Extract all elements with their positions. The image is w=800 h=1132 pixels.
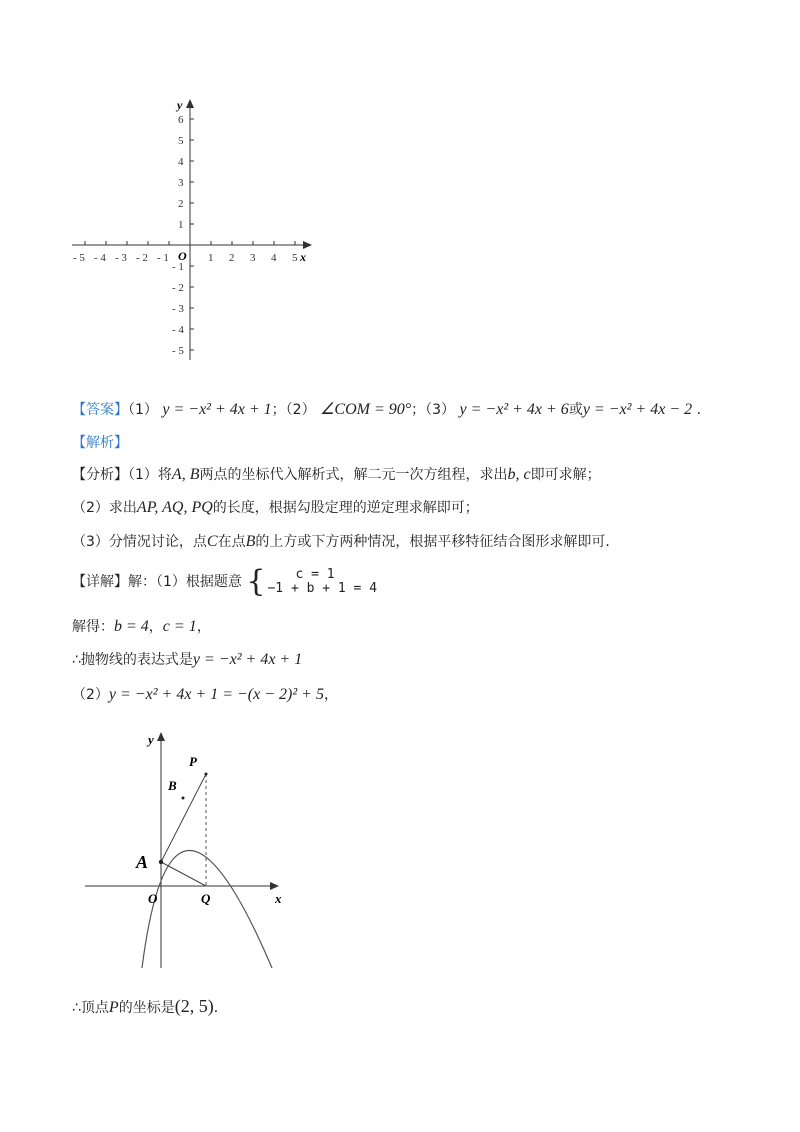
answer-end: ． [696, 402, 711, 418]
answer-separator: ； [271, 402, 286, 418]
parabola-figure [80, 728, 300, 973]
solve-c: c = 1 [162, 618, 197, 635]
label-Q: Q [201, 891, 211, 906]
vertex-coordinate: (2, 5) [174, 996, 214, 1016]
point-B [182, 797, 185, 800]
vertex-label: ∴顶点 [72, 1000, 109, 1016]
segment-AQ [161, 862, 206, 886]
parabola-expression: y = −x² + 4x + 1 [192, 651, 303, 668]
x-tick-label: - 4 [94, 252, 106, 264]
fenxi-l2-text-b: 的长度，根据勾股定理的逆定理求解即可； [212, 500, 479, 516]
therefore-label: ∴抛物线的表达式是 [72, 652, 193, 668]
answer-part3-number: （3） [425, 402, 456, 418]
fenxi-l1-text-c: 即可求解； [530, 467, 601, 483]
x-axis-arrow [270, 882, 279, 890]
y-tick-label: - 1 [172, 261, 184, 273]
fenxi-line-1 [72, 465, 601, 485]
answer-part3-expression-a: y = −x² + 4x + 6 [459, 401, 569, 418]
x-tick-label: - 1 [157, 252, 169, 264]
x-axis-arrow [303, 241, 312, 249]
fenxi-line-2 [72, 498, 479, 518]
answer-part2-expression: ∠COM = 90° [320, 401, 412, 418]
label-P: P [189, 754, 197, 769]
y-tick-label: 3 [178, 177, 184, 189]
detail-l1-text: 解：（1）根据题意 [128, 574, 242, 590]
x-tick-label: - 3 [115, 252, 127, 264]
point-A [159, 860, 163, 864]
label-A: A [136, 852, 149, 872]
solve-b: b = 4 [114, 618, 149, 635]
answer-part3-expression-b: y = −x² + 4x − 2 [582, 401, 693, 418]
y-tick-label: 4 [178, 156, 184, 168]
fenxi-l3-point-b: B [245, 533, 256, 550]
y-tick-label: - 4 [172, 324, 184, 336]
fenxi-l2-segments: AP, AQ, PQ [136, 499, 213, 516]
fenxi-l1-vars: b, c [507, 466, 531, 483]
vertex-mid: 的坐标是 [118, 1000, 175, 1016]
x-axis-label: x [300, 250, 306, 264]
y-tick-label: 6 [178, 114, 184, 126]
y-tick-label: 1 [178, 219, 184, 231]
label-O: O [148, 891, 158, 906]
x-tick-label: 4 [271, 252, 277, 264]
solve-label: 解得： [72, 619, 114, 635]
y-tick-label: 2 [178, 198, 184, 210]
y-tick-label: - 5 [172, 345, 184, 357]
detail-therefore-line [72, 650, 302, 670]
equation-system [246, 564, 378, 599]
brace-icon: { [246, 564, 266, 599]
fenxi-l3-text-a: （3）分情况讨论，点 [72, 534, 207, 550]
equation-2: −1 + b + 1 = 4 [267, 581, 378, 596]
answer-tag: 【答案】 [72, 402, 128, 418]
x-tick-label: 1 [208, 252, 214, 264]
label-B: B [168, 778, 177, 793]
answer-line [72, 400, 711, 420]
y-axis-arrow [186, 99, 194, 108]
answer-part2-number: （2） [285, 402, 316, 418]
answer-separator: ； [411, 402, 426, 418]
fenxi-l3-text-d: 的上方或下方两种情况，根据平移特征结合图形求解即可． [255, 534, 620, 550]
vertex-line [72, 996, 228, 1018]
fenxi-l3-point-c: C [206, 533, 218, 550]
x-tick-label: 2 [229, 252, 235, 264]
detail-tag: 【详解】 [72, 574, 128, 590]
fenxi-l1-text-a: （1）将 [128, 467, 172, 483]
axis-tick-labels [73, 114, 298, 357]
answer-part1-number: （1） [128, 402, 158, 418]
y-tick-label: - 3 [172, 303, 184, 315]
point-P [205, 773, 208, 776]
part2-vertex-form: y = −x² + 4x + 1 = −(x − 2)² + 5 [108, 686, 324, 703]
x-tick-label: - 5 [73, 252, 85, 264]
solve-comma: ， [196, 619, 211, 635]
x-tick-label: 5 [292, 252, 298, 264]
y-axis-arrow [157, 732, 165, 741]
x-tick-label: - 2 [136, 252, 148, 264]
equation-1: c = 1 [295, 567, 335, 582]
coordinate-axes-graph [60, 90, 320, 375]
vertex-point-P: P [108, 999, 119, 1016]
detail-line-1 [72, 564, 378, 599]
solve-comma: ， [148, 619, 163, 635]
origin-label: O [178, 249, 187, 263]
fenxi-l3-text-b: 在点 [217, 534, 246, 550]
answer-or: 或 [568, 402, 583, 418]
fenxi-l1-text-b: 两点的坐标代入解析式，解二元一次方组程，求出 [199, 467, 508, 483]
fenxi-tag: 【分析】 [72, 467, 128, 483]
part2-end: ， [323, 687, 338, 703]
x-tick-label: 3 [250, 252, 256, 264]
answer-part1-expression: y = −x² + 4x + 1 [162, 401, 272, 418]
y-tick-label: 5 [178, 135, 184, 147]
part2-number: （2） [72, 687, 109, 703]
detail-solve-line [72, 617, 211, 637]
analysis-tag: 【解析】 [72, 435, 128, 451]
y-tick-label: - 2 [172, 282, 184, 294]
fenxi-line-3 [72, 532, 619, 552]
y-axis-label: y [177, 98, 183, 112]
fenxi-l2-text-a: （2）求出 [72, 500, 137, 516]
equation-lines [267, 568, 377, 596]
label-x: x [275, 891, 282, 906]
fenxi-l1-points: A, B [171, 466, 200, 483]
label-y: y [148, 732, 154, 747]
vertex-end: ． [213, 1000, 228, 1016]
detail-part2-line [72, 685, 338, 705]
